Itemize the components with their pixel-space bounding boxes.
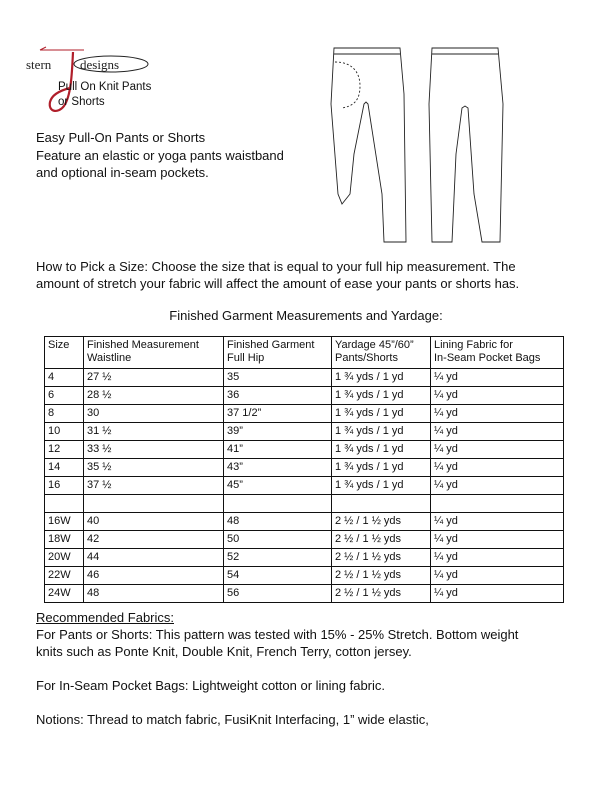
table-cell: 35: [224, 369, 332, 387]
table-cell: 37 1/2”: [224, 405, 332, 423]
table-cell: 2 ½ / 1 ½ yds: [332, 566, 431, 584]
table-cell: 41”: [224, 441, 332, 459]
table-cell: 54: [224, 566, 332, 584]
table-cell: 16W: [45, 512, 84, 530]
table-row: [45, 477, 564, 495]
table-cell: ¼ yd: [431, 584, 564, 602]
table-cell: 33 ½: [84, 441, 224, 459]
recommended-fabrics: [36, 609, 604, 728]
table-cell: 4: [45, 369, 84, 387]
intro-line: Easy Pull-On Pants or Shorts: [36, 130, 206, 145]
table-row: [45, 495, 564, 513]
brand-name-left: stern: [26, 57, 52, 72]
table-row: [45, 369, 564, 387]
table-cell: 56: [224, 584, 332, 602]
table-cell: ¼ yd: [431, 441, 564, 459]
table-cell: 2 ½ / 1 ½ yds: [332, 530, 431, 548]
table-row: [45, 584, 564, 602]
table-cell: ¼ yd: [431, 530, 564, 548]
product-name-line1: Pull On Knit Pants: [58, 81, 152, 93]
table-cell: 50: [224, 530, 332, 548]
table-cell: 10: [45, 423, 84, 441]
table-cell: 12: [45, 441, 84, 459]
table-cell: 28 ½: [84, 387, 224, 405]
table-cell: ¼ yd: [431, 512, 564, 530]
brand-logo: [26, 44, 226, 124]
table-cell: 2 ½ / 1 ½ yds: [332, 584, 431, 602]
table-cell: 37 ½: [84, 477, 224, 495]
table-cell: 39”: [224, 423, 332, 441]
table-cell: 2 ½ / 1 ½ yds: [332, 512, 431, 530]
header-yardage: Yardage 45”/60” Pants/Shorts: [332, 337, 431, 369]
table-cell: [84, 495, 224, 513]
measurements-table: [44, 336, 564, 603]
table-cell: 6: [45, 387, 84, 405]
table-cell: 20W: [45, 548, 84, 566]
header-size: Size: [45, 337, 84, 369]
pants-fabric-text: knits such as Ponte Knit, Double Knit, French Terry, cotton jersey.: [36, 644, 412, 659]
table-row: [45, 405, 564, 423]
table-row: [45, 441, 564, 459]
table-cell: ¼ yd: [431, 369, 564, 387]
table-cell: 22W: [45, 566, 84, 584]
table-cell: 1 ¾ yds / 1 yd: [332, 387, 431, 405]
fabrics-heading: Recommended Fabrics:: [36, 610, 174, 625]
notions-text: Notions: Thread to match fabric, FusiKnit Interfacing, 1” wide elastic,: [36, 712, 429, 727]
table-row: [45, 512, 564, 530]
table-cell: 1 ¾ yds / 1 yd: [332, 477, 431, 495]
table-row: [45, 387, 564, 405]
table-cell: 24W: [45, 584, 84, 602]
table-row: [45, 423, 564, 441]
table-cell: ¼ yd: [431, 387, 564, 405]
brand-name-right: designs: [80, 57, 119, 72]
size-instructions-line: How to Pick a Size: Choose the size that is equal to your full hip measurement. The: [36, 259, 516, 274]
table-cell: 1 ¾ yds / 1 yd: [332, 423, 431, 441]
table-cell: 45”: [224, 477, 332, 495]
size-instructions: [36, 258, 596, 292]
table-cell: 52: [224, 548, 332, 566]
table-cell: 8: [45, 405, 84, 423]
table-cell: 36: [224, 387, 332, 405]
intro-line: and optional in-seam pockets.: [36, 165, 209, 180]
table-cell: [332, 495, 431, 513]
table-cell: 1 ¾ yds / 1 yd: [332, 369, 431, 387]
table-cell: 35 ½: [84, 459, 224, 477]
table-cell: ¼ yd: [431, 423, 564, 441]
table-cell: [224, 495, 332, 513]
table-cell: 44: [84, 548, 224, 566]
table-cell: 42: [84, 530, 224, 548]
product-name-line2: or Shorts: [58, 96, 105, 108]
table-cell: 48: [224, 512, 332, 530]
table-cell: 2 ½ / 1 ½ yds: [332, 548, 431, 566]
table-cell: 1 ¾ yds / 1 yd: [332, 405, 431, 423]
table-header-row: [45, 337, 564, 369]
table-cell: 43”: [224, 459, 332, 477]
table-cell: 48: [84, 584, 224, 602]
table-cell: 30: [84, 405, 224, 423]
table-cell: 27 ½: [84, 369, 224, 387]
pants-fabric-text: For Pants or Shorts: This pattern was tested with 15% - 25% Stretch. Bottom weight: [36, 627, 519, 642]
header-lining: Lining Fabric for In-Seam Pocket Bags: [431, 337, 564, 369]
header-waistline: Finished Measurement Waistline: [84, 337, 224, 369]
table-row: [45, 548, 564, 566]
table-row: [45, 566, 564, 584]
table-cell: 18W: [45, 530, 84, 548]
table-cell: [431, 495, 564, 513]
pants-drawing: [322, 44, 514, 256]
table-cell: ¼ yd: [431, 405, 564, 423]
table-cell: ¼ yd: [431, 548, 564, 566]
table-title: Finished Garment Measurements and Yardage:: [169, 308, 443, 323]
table-cell: 1 ¾ yds / 1 yd: [332, 441, 431, 459]
table-cell: 14: [45, 459, 84, 477]
intro-line: Feature an elastic or yoga pants waistband: [36, 147, 284, 163]
table-cell: ¼ yd: [431, 459, 564, 477]
intro-description: [36, 129, 326, 182]
table-cell: 46: [84, 566, 224, 584]
table-cell: [45, 495, 84, 513]
table-cell: ¼ yd: [431, 566, 564, 584]
pocket-bag-fabric-text: For In-Seam Pocket Bags: Lightweight cotton or lining fabric.: [36, 678, 386, 693]
table-cell: ¼ yd: [431, 477, 564, 495]
table-row: [45, 459, 564, 477]
table-cell: 40: [84, 512, 224, 530]
table-cell: 16: [45, 477, 84, 495]
table-row: [45, 530, 564, 548]
table-cell: 1 ¾ yds / 1 yd: [332, 459, 431, 477]
size-instructions-line: amount of stretch your fabric will affect the amount of ease your pants or shorts has.: [36, 276, 520, 291]
header-full-hip: Finished Garment Full Hip: [224, 337, 332, 369]
table-cell: 31 ½: [84, 423, 224, 441]
